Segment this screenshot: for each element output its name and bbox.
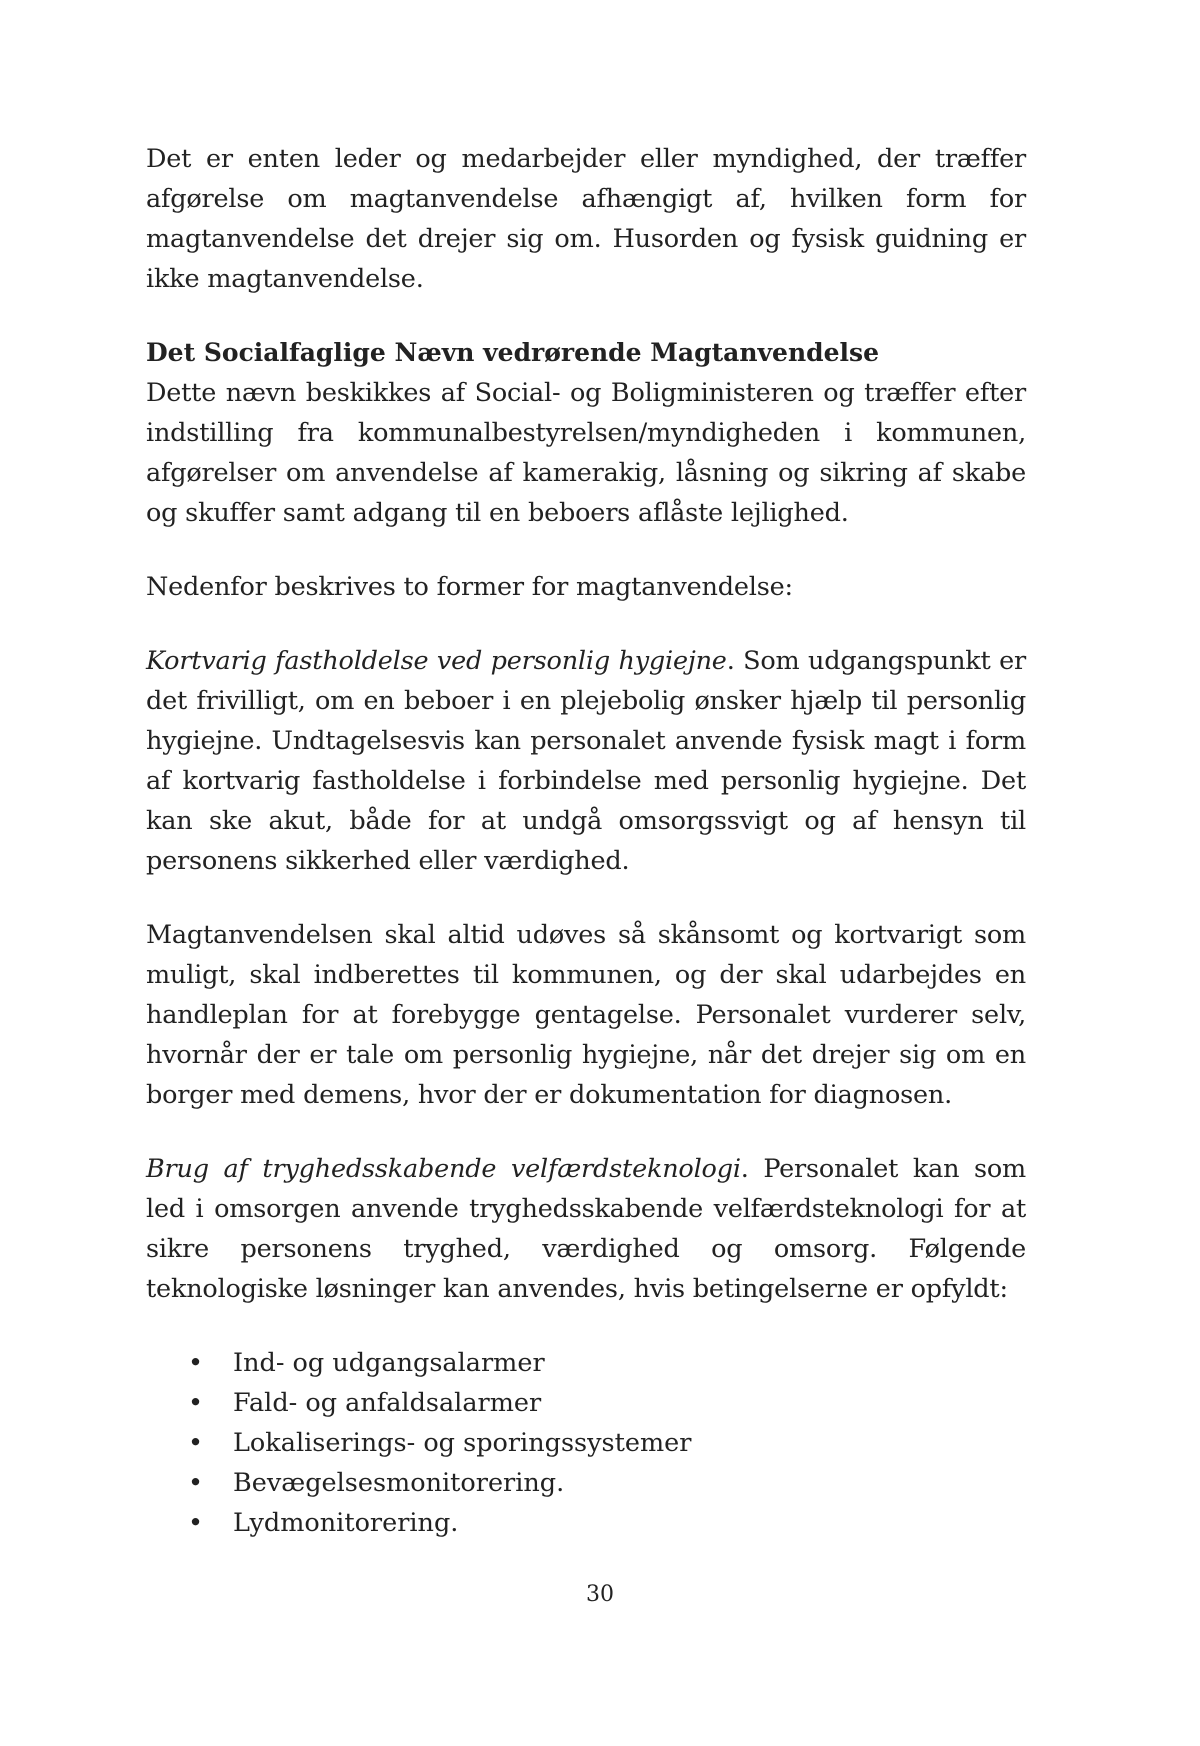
paragraph-board-description: Dette nævn beskikkes af Social- og Boligministeren og træffer efter indstilling fra kommunalbestyrelsen/myndigheden i kommunen, afgørelser om anvendelse af kamerakig, låsning og sikring af skabe og skuffer samt adgang til en beboers aflåste lejlighed. [146,378,1026,528]
list-item [146,1423,1026,1463]
paragraph-gap [146,533,1026,567]
paragraph-gap [146,299,1026,333]
paragraph-gap [146,1115,1026,1149]
document-body [146,139,1026,1543]
paragraph-decision-authority: Det er enten leder og medarbejder eller myndighed, der træffer afgørelse om magtanvendelse afhængigt af, hvilken form for magtanvendelse det drejer sig om. Husorden og fysisk guidning er ikke magtanvendelse. [146,144,1026,294]
technology-bullet-list [146,1343,1026,1543]
list-item-text: Lydmonitorering. [233,1508,459,1538]
italic-term-technology: Brug af tryghedsskabende velfærdsteknologi [146,1154,741,1184]
paragraph-hygiene-text: . Som udgangspunkt er det frivilligt, om en beboer i en plejebolig ønsker hjælp til personlig hygiejne. Undtagelsesvis kan personalet anvende fysisk magt i form af kortvarig fastholdelse i forbindelse med personlig hygiejne. Det kan ske akut, både for at undgå omsorgssvigt og af hensyn til personens sikkerhed eller værdighed. [146,646,1026,876]
list-item [146,1383,1026,1423]
list-item-text: Fald- og anfaldsalarmer [233,1388,542,1418]
page-number: 30 [586,1582,614,1607]
paragraph-hygiene-restraint [146,641,1026,881]
list-item-text: Bevægelsesmonitorering. [233,1468,565,1498]
bullet-icon: • [188,1428,204,1458]
bullet-icon: • [188,1508,204,1538]
section-heading: Det Socialfaglige Nævn vedrørende Magtanvendelse [146,338,879,367]
bullet-icon: • [188,1348,204,1378]
paragraph-welfare-technology [146,1149,1026,1309]
paragraph-restraint-rules: Magtanvendelsen skal altid udøves så skånsomt og kortvarigt som muligt, skal indberettes til kommunen, og der skal udarbejdes en handleplan for at forebygge gentagelse. Personalet vurderer selv, hvornår der er tale om personlig hygiejne, når det drejer sig om en borger med demens, hvor der er dokumentation for diagnosen. [146,920,1026,1110]
list-item [146,1463,1026,1503]
paragraph-gap [146,607,1026,641]
paragraph-gap [146,1309,1026,1343]
italic-term-hygiene: Kortvarig fastholdelse ved personlig hygiejne [146,646,727,676]
paragraph-gap [146,881,1026,915]
list-item-text: Ind- og udgangsalarmer [233,1348,545,1378]
paragraph-intro-forms: Nedenfor beskrives to former for magtanvendelse: [146,572,793,602]
list-item [146,1503,1026,1543]
list-item [146,1343,1026,1383]
bullet-icon: • [188,1388,204,1418]
paragraph-technology-text: . Personalet kan som led i omsorgen anvende tryghedsskabende velfærdsteknologi for at sikre personens tryghed, værdighed og omsorg. Følgende teknologiske løsninger kan anvendes, hvis betingelserne er opfyldt: [146,1154,1026,1304]
list-item-text: Lokaliserings- og sporingssystemer [233,1428,692,1458]
bullet-icon: • [188,1468,204,1498]
